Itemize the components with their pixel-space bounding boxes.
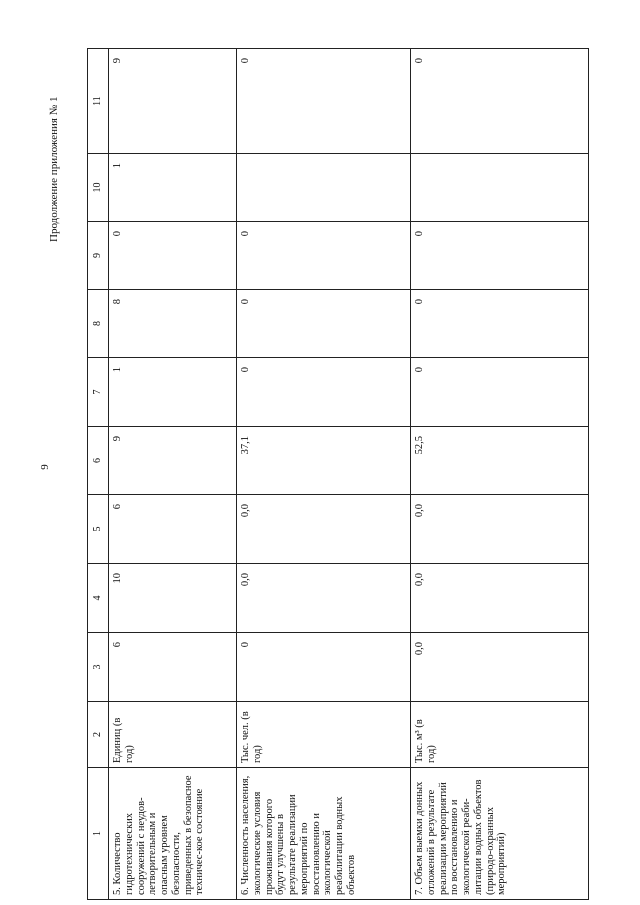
value-cell: 37,1 (237, 427, 411, 495)
value-cell: 0,0 (411, 633, 589, 702)
value-cell: 9 (109, 49, 237, 154)
value-cell: 10 (109, 564, 237, 633)
unit-cell: Единиц (в год) (109, 702, 237, 768)
value-cell: 0 (109, 222, 237, 290)
value-cell: 0 (237, 633, 411, 702)
value-cell: 0 (411, 290, 589, 358)
page-number: 9 (39, 464, 51, 470)
value-cell: 6 (109, 633, 237, 702)
value-cell: 0 (411, 358, 589, 427)
column-number: 2 (88, 702, 109, 768)
value-cell: 1 (109, 154, 237, 222)
column-number: 9 (88, 222, 109, 290)
unit-cell: Тыс. чел. (в год) (237, 702, 411, 768)
column-number-row (88, 49, 109, 900)
indicator-name: 7. Объем выемки донных отложений в результате реализации мероприятий по восстановлению и экологической реаби-литации водных объектов (природо-охранных мероприятий) (411, 768, 589, 900)
column-number: 4 (88, 564, 109, 633)
column-number: 8 (88, 290, 109, 358)
column-number: 10 (88, 154, 109, 222)
column-number: 11 (88, 49, 109, 154)
value-cell: 0 (237, 49, 411, 154)
table-row (237, 49, 411, 900)
column-number: 1 (88, 768, 109, 900)
indicator-name: 6. Численность населения, экологические условия проживания которого будут улучшены в результате реализации мероприятий по восстановлению и экологической реабилитации водных объектов (237, 768, 411, 900)
value-cell (411, 154, 589, 222)
value-cell: 52,5 (411, 427, 589, 495)
value-cell: 0 (237, 290, 411, 358)
column-number: 5 (88, 495, 109, 564)
value-cell: 0 (411, 222, 589, 290)
column-number: 7 (88, 358, 109, 427)
value-cell: 0,0 (237, 495, 411, 564)
value-cell: 8 (109, 290, 237, 358)
value-cell: 0,0 (411, 564, 589, 633)
indicator-name: 5. Количество гидротехнических сооружений с неудов-летворительным и опасным уровнем безопасности, приведенных в безопасное техничес-кое состояние (109, 768, 237, 900)
unit-cell: Тыс. м³ (в год) (411, 702, 589, 768)
value-cell: 9 (109, 427, 237, 495)
table-row (411, 49, 589, 900)
column-number: 6 (88, 427, 109, 495)
table-row (109, 49, 237, 900)
value-cell: 0 (237, 222, 411, 290)
value-cell: 0,0 (411, 495, 589, 564)
value-cell: 1 (109, 358, 237, 427)
value-cell: 0 (237, 358, 411, 427)
appendix-note: Продолжение приложения № 1 (48, 96, 60, 242)
column-number: 3 (88, 633, 109, 702)
indicators-table (87, 48, 589, 900)
value-cell: 0,0 (237, 564, 411, 633)
value-cell: 6 (109, 495, 237, 564)
value-cell: 0 (411, 49, 589, 154)
value-cell (237, 154, 411, 222)
rotated-table-sheet (87, 49, 587, 900)
